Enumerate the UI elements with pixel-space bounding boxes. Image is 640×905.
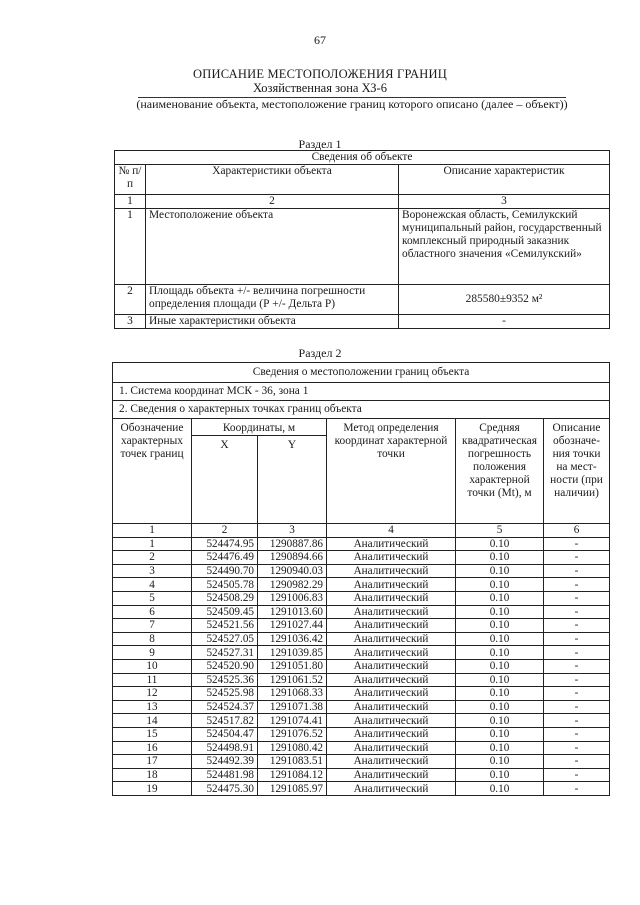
table-row [113,646,610,660]
section2-caption: Сведения о местоположении границ объекта [113,363,610,383]
point-y: 1291084.12 [258,768,327,782]
point-x: 524508.29 [192,591,258,605]
point-accuracy: 0.10 [456,605,544,619]
header-y: Y [258,436,327,524]
header-description: Описание характеристик [399,165,610,195]
point-y: 1291061.52 [258,673,327,687]
table-row [113,591,610,605]
point-id: 17 [113,755,192,769]
table-row [113,687,610,701]
point-y: 1291085.97 [258,782,327,796]
point-accuracy: 0.10 [456,551,544,565]
point-x: 524505.78 [192,578,258,592]
point-description: - [544,551,610,565]
point-id: 3 [113,564,192,578]
point-description: - [544,714,610,728]
point-method: Аналитический [327,687,456,701]
table-row [113,605,610,619]
table-row [113,727,610,741]
point-x: 524527.31 [192,646,258,660]
point-y: 1291071.38 [258,700,327,714]
page-number: 67 [314,33,326,47]
point-description: - [544,727,610,741]
point-y: 1291013.60 [258,605,327,619]
point-y: 1290940.03 [258,564,327,578]
point-accuracy: 0.10 [456,700,544,714]
table-row [113,673,610,687]
table-row [113,578,610,592]
point-accuracy: 0.10 [456,741,544,755]
point-description: - [544,605,610,619]
point-accuracy: 0.10 [456,782,544,796]
section1-label: Раздел 1 [298,137,342,151]
table-row [115,315,610,329]
table-row [113,564,610,578]
header-designation: Обозначение характерных точек границ [113,419,192,524]
header-characteristics: Характеристики объекта [146,165,399,195]
point-id: 2 [113,551,192,565]
point-y: 1290887.86 [258,537,327,551]
point-id: 7 [113,619,192,633]
point-id: 16 [113,741,192,755]
point-description: - [544,646,610,660]
point-id: 1 [113,537,192,551]
table-row [113,741,610,755]
point-method: Аналитический [327,714,456,728]
table-row [115,285,610,315]
point-y: 1291083.51 [258,755,327,769]
section2-label: Раздел 2 [298,346,342,360]
point-method: Аналитический [327,659,456,673]
point-method: Аналитический [327,700,456,714]
point-description: - [544,659,610,673]
point-description: - [544,755,610,769]
point-x: 524517.82 [192,714,258,728]
point-accuracy: 0.10 [456,673,544,687]
point-method: Аналитический [327,673,456,687]
point-description: - [544,578,610,592]
point-description: - [544,768,610,782]
point-id: 10 [113,659,192,673]
point-x: 524498.91 [192,741,258,755]
table-row [113,700,610,714]
point-id: 13 [113,700,192,714]
point-y: 1291027.44 [258,619,327,633]
section1-caption: Сведения об объекте [115,151,610,165]
point-accuracy: 0.10 [456,619,544,633]
document-title: ОПИСАНИЕ МЕСТОПОЛОЖЕНИЯ ГРАНИЦ [193,67,447,81]
row-value: Воронежская область, Семилукский муниципальный район, государственный комплексный природный заказник областного значения «Семилукский» [399,209,610,285]
point-x: 524520.90 [192,659,258,673]
row-name: Иные характеристики объекта [146,315,399,329]
table-row [113,782,610,796]
point-id: 9 [113,646,192,660]
point-description: - [544,591,610,605]
header-point-description: Описание обозначе-ния точки на мест-ности (при наличии) [544,419,610,524]
point-x: 524509.45 [192,605,258,619]
point-x: 524476.49 [192,551,258,565]
point-x: 524492.39 [192,755,258,769]
boundary-points-table [112,362,610,796]
point-accuracy: 0.10 [456,632,544,646]
point-y: 1290982.29 [258,578,327,592]
point-method: Аналитический [327,564,456,578]
point-accuracy: 0.10 [456,727,544,741]
point-x: 524525.36 [192,673,258,687]
point-y: 1291076.52 [258,727,327,741]
point-y: 1291080.42 [258,741,327,755]
point-accuracy: 0.10 [456,646,544,660]
point-method: Аналитический [327,727,456,741]
row-name: Площадь объекта +/- величина погрешности определения площади (Р +/- Дельта Р) [146,285,399,315]
point-method: Аналитический [327,632,456,646]
point-id: 5 [113,591,192,605]
point-x: 524527.05 [192,632,258,646]
row-value: - [399,315,610,329]
object-info-table [114,150,610,329]
point-y: 1291036.42 [258,632,327,646]
point-x: 524475.30 [192,782,258,796]
table-row [115,209,610,285]
row-value: 285580±9352 м² [399,285,610,315]
point-method: Аналитический [327,578,456,592]
point-description: - [544,687,610,701]
point-accuracy: 0.10 [456,687,544,701]
point-description: - [544,537,610,551]
header-number: № п/п [115,165,146,195]
row-name: Местоположение объекта [146,209,399,285]
point-accuracy: 0.10 [456,714,544,728]
point-method: Аналитический [327,551,456,565]
row-number: 3 [115,315,146,329]
point-y: 1291006.83 [258,591,327,605]
point-id: 8 [113,632,192,646]
point-y: 1291051.80 [258,659,327,673]
point-x: 524504.47 [192,727,258,741]
point-method: Аналитический [327,768,456,782]
table-row [113,537,610,551]
index-cell: 3 [399,195,610,209]
point-method: Аналитический [327,619,456,633]
point-x: 524490.70 [192,564,258,578]
point-x: 524525.98 [192,687,258,701]
header-accuracy: Средняя квадратическая погрешность положения характерной точки (Mt), м [456,419,544,524]
point-method: Аналитический [327,646,456,660]
point-method: Аналитический [327,782,456,796]
table-row [113,768,610,782]
point-x: 524521.56 [192,619,258,633]
table-row [113,632,610,646]
point-x: 524524.37 [192,700,258,714]
index-cell: 1 [115,195,146,209]
point-description: - [544,741,610,755]
point-description: - [544,632,610,646]
point-accuracy: 0.10 [456,537,544,551]
index-cell: 2 [192,524,258,538]
point-y: 1290894.66 [258,551,327,565]
point-description: - [544,619,610,633]
title-note: (наименование объекта, местоположение границ которого описано (далее – объект)) [136,97,568,111]
table-row [113,659,610,673]
row-number: 2 [115,285,146,315]
point-method: Аналитический [327,741,456,755]
point-accuracy: 0.10 [456,768,544,782]
point-description: - [544,673,610,687]
point-method: Аналитический [327,605,456,619]
point-accuracy: 0.10 [456,755,544,769]
point-x: 524481.98 [192,768,258,782]
index-cell: 1 [113,524,192,538]
point-x: 524474.95 [192,537,258,551]
index-cell: 3 [258,524,327,538]
point-accuracy: 0.10 [456,578,544,592]
table-row [113,619,610,633]
document-subtitle: Хозяйственная зона ХЗ-6 [253,81,387,95]
header-x: X [192,436,258,524]
point-id: 6 [113,605,192,619]
point-accuracy: 0.10 [456,659,544,673]
point-method: Аналитический [327,537,456,551]
coord-system: 1. Система координат МСК - 36, зона 1 [113,383,610,401]
point-accuracy: 0.10 [456,564,544,578]
point-y: 1291068.33 [258,687,327,701]
table-row [113,714,610,728]
point-description: - [544,564,610,578]
table-row [113,755,610,769]
point-description: - [544,700,610,714]
row-number: 1 [115,209,146,285]
point-id: 12 [113,687,192,701]
index-cell: 6 [544,524,610,538]
table-row [113,551,610,565]
point-y: 1291039.85 [258,646,327,660]
point-method: Аналитический [327,755,456,769]
point-id: 18 [113,768,192,782]
point-accuracy: 0.10 [456,591,544,605]
point-method: Аналитический [327,591,456,605]
point-id: 11 [113,673,192,687]
point-y: 1291074.41 [258,714,327,728]
point-id: 15 [113,727,192,741]
point-id: 4 [113,578,192,592]
index-cell: 4 [327,524,456,538]
index-cell: 5 [456,524,544,538]
point-id: 14 [113,714,192,728]
point-description: - [544,782,610,796]
point-id: 19 [113,782,192,796]
header-coordinates: Координаты, м [192,419,327,436]
points-caption: 2. Сведения о характерных точках границ объекта [113,401,610,419]
index-cell: 2 [146,195,399,209]
header-method: Метод определения координат характерной точки [327,419,456,524]
